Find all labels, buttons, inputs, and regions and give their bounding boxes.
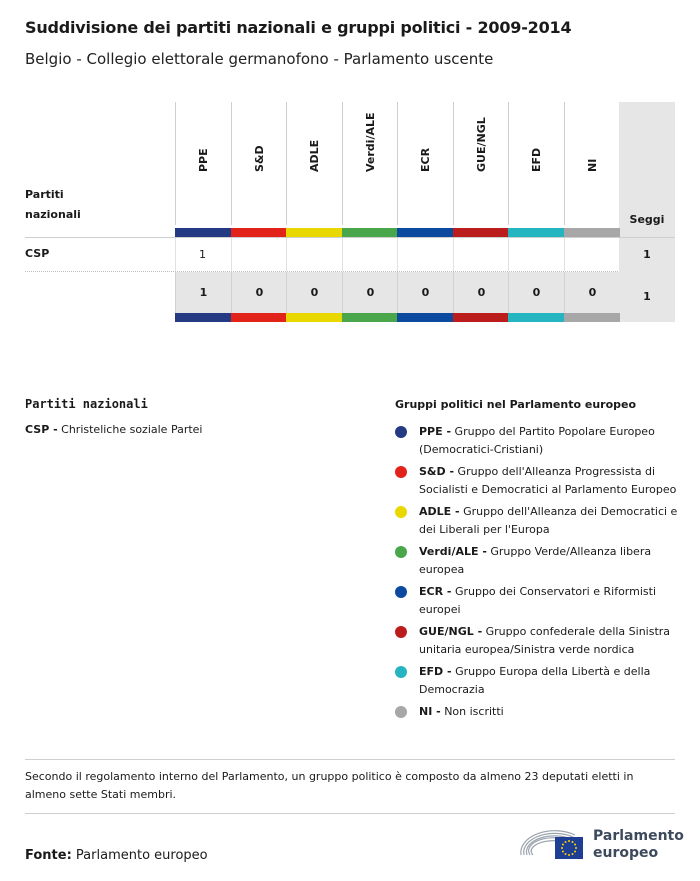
eu-star-icon [562, 851, 564, 853]
table-cell: 1 [199, 248, 206, 261]
group-header-2: ADLE [308, 139, 321, 172]
column-divider [342, 102, 343, 225]
group-header-7: NI [586, 158, 599, 172]
group-color-bar-top [397, 228, 453, 237]
column-divider [231, 102, 232, 225]
total-cell: 0 [286, 272, 342, 313]
page-title: Suddivisione dei partiti nazionali e gruppi politici - 2009-2014 [25, 18, 572, 37]
cell-box [508, 238, 564, 271]
party-legend-title: Partiti nazionali [25, 397, 148, 411]
column-divider [453, 102, 454, 225]
cell-box [231, 238, 287, 271]
cell-box [397, 238, 453, 271]
group-color-bar-bottom [564, 313, 620, 322]
group-color-bar-bottom [286, 313, 342, 322]
total-cell: 0 [342, 272, 398, 313]
note-divider-bottom [25, 813, 675, 814]
group-name: Gruppo confederale della Sinistra unitaria europea/Sinistra verde nordica [419, 625, 671, 656]
footnote: Secondo il regolamento interno del Parlamento, un gruppo politico è composto da almeno 23 deputati eletti in almeno sette Stati membri. [25, 770, 634, 801]
eu-star-icon [575, 847, 577, 849]
group-color-bar-top [175, 228, 231, 237]
eu-star-icon [561, 847, 563, 849]
source-label: Fonte: [25, 848, 72, 863]
group-header-0: PPE [197, 148, 210, 172]
group-name: Gruppo dell'Alleanza Progressista di Socialisti e Democratici al Parlamento Europeo [419, 465, 677, 496]
group-color-bar-top [286, 228, 342, 237]
group-header-1: S&D [253, 145, 266, 172]
eu-star-icon [568, 840, 570, 842]
total-cell: 1 [175, 272, 231, 313]
group-name: Gruppo Europa della Libertà e della Democrazia [419, 665, 651, 696]
group-header-6: EFD [530, 147, 543, 172]
group-color-bar-bottom [508, 313, 564, 322]
cell-box [286, 238, 342, 271]
group-color-bar-top [564, 228, 620, 237]
totals-seggi-cell: 1 [619, 272, 675, 322]
source-value: Parlamento europeo [75, 848, 208, 863]
total-cell: 0 [453, 272, 509, 313]
group-color-bar-bottom [397, 313, 453, 322]
eu-star-icon [565, 841, 567, 843]
seggi-header: Seggi [629, 213, 665, 226]
group-color-bar-top [453, 228, 509, 237]
eu-star-icon [574, 844, 576, 846]
eu-star-icon [572, 841, 574, 843]
party-code: CSP - [25, 423, 58, 436]
party-column-header: Partiti nazionali [25, 188, 81, 221]
group-color-dot-icon [395, 466, 407, 478]
group-color-dot-icon [395, 506, 407, 518]
source-line [25, 848, 208, 863]
group-name: Gruppo del Partito Popolare Europeo (Democratici-Cristiani) [419, 425, 655, 456]
group-color-bar-top [231, 228, 287, 237]
column-divider [564, 102, 565, 225]
column-divider [286, 102, 287, 225]
group-color-dot-icon [395, 666, 407, 678]
hemicycle-flag-icon [519, 823, 589, 863]
cell-box [453, 238, 509, 271]
group-legend-text [419, 623, 681, 659]
page-subtitle: Belgio - Collegio elettorale germanofono - Parlamento uscente [25, 50, 494, 68]
group-legend-text [419, 663, 681, 699]
group-color-bar-bottom [231, 313, 287, 322]
group-code: ECR - [419, 585, 452, 598]
group-name: Gruppo Verde/Alleanza libera europea [419, 545, 652, 576]
group-code: EFD - [419, 665, 452, 678]
group-code: PPE - [419, 425, 452, 438]
group-color-dot-icon [395, 626, 407, 638]
group-color-dot-icon [395, 426, 407, 438]
group-legend-title: Gruppi politici nel Parlamento europeo [395, 398, 637, 411]
group-legend-text [419, 543, 681, 579]
group-name: Gruppo dell'Alleanza dei Democratici e dei Liberali per l'Europa [419, 505, 678, 536]
total-cell: 0 [231, 272, 287, 313]
group-color-dot-icon [395, 706, 407, 718]
column-divider [508, 102, 509, 225]
group-header-3: Verdi/ALE [364, 112, 377, 172]
group-color-dot-icon [395, 586, 407, 598]
group-color-bar-bottom [175, 313, 231, 322]
group-legend-text [419, 423, 681, 459]
group-header-4: ECR [419, 147, 432, 172]
group-code: S&D - [419, 465, 455, 478]
cell-box [342, 238, 398, 271]
total-cell: 0 [564, 272, 620, 313]
group-color-bar-top [342, 228, 398, 237]
group-code: Verdi/ALE - [419, 545, 487, 558]
group-color-bar-bottom [342, 313, 398, 322]
group-code: ADLE - [419, 505, 460, 518]
party-name: Christeliche soziale Partei [61, 423, 203, 436]
group-name: Gruppo dei Conservatori e Riformisti europei [419, 585, 657, 616]
total-cell: 0 [397, 272, 453, 313]
eu-star-icon [565, 853, 567, 855]
group-legend-text [419, 463, 681, 499]
group-color-bar-top [508, 228, 564, 237]
logo-line2: europeo [593, 845, 659, 861]
group-color-dot-icon [395, 546, 407, 558]
eu-star-icon [562, 844, 564, 846]
eu-star-icon [574, 851, 576, 853]
group-legend-text [419, 583, 681, 619]
party-legend-item [25, 423, 203, 436]
group-header-5: GUE/NGL [475, 117, 488, 172]
note-divider-top [25, 759, 675, 760]
row-label-csp: CSP [25, 247, 50, 260]
group-code: NI - [419, 705, 441, 718]
group-legend-text [419, 503, 681, 539]
row-seggi-csp: 1 [619, 238, 675, 272]
logo-text [593, 828, 684, 862]
group-name: Non iscritti [444, 705, 504, 718]
group-legend-text [419, 703, 681, 721]
total-cell: 0 [508, 272, 564, 313]
parliament-logo [519, 823, 684, 863]
eu-star-icon [572, 853, 574, 855]
column-divider [397, 102, 398, 225]
eu-star-icon [568, 854, 570, 856]
column-divider [175, 102, 176, 225]
group-color-bar-bottom [453, 313, 509, 322]
logo-line1: Parlamento [593, 828, 684, 844]
group-code: GUE/NGL - [419, 625, 483, 638]
cell-box [564, 238, 620, 271]
